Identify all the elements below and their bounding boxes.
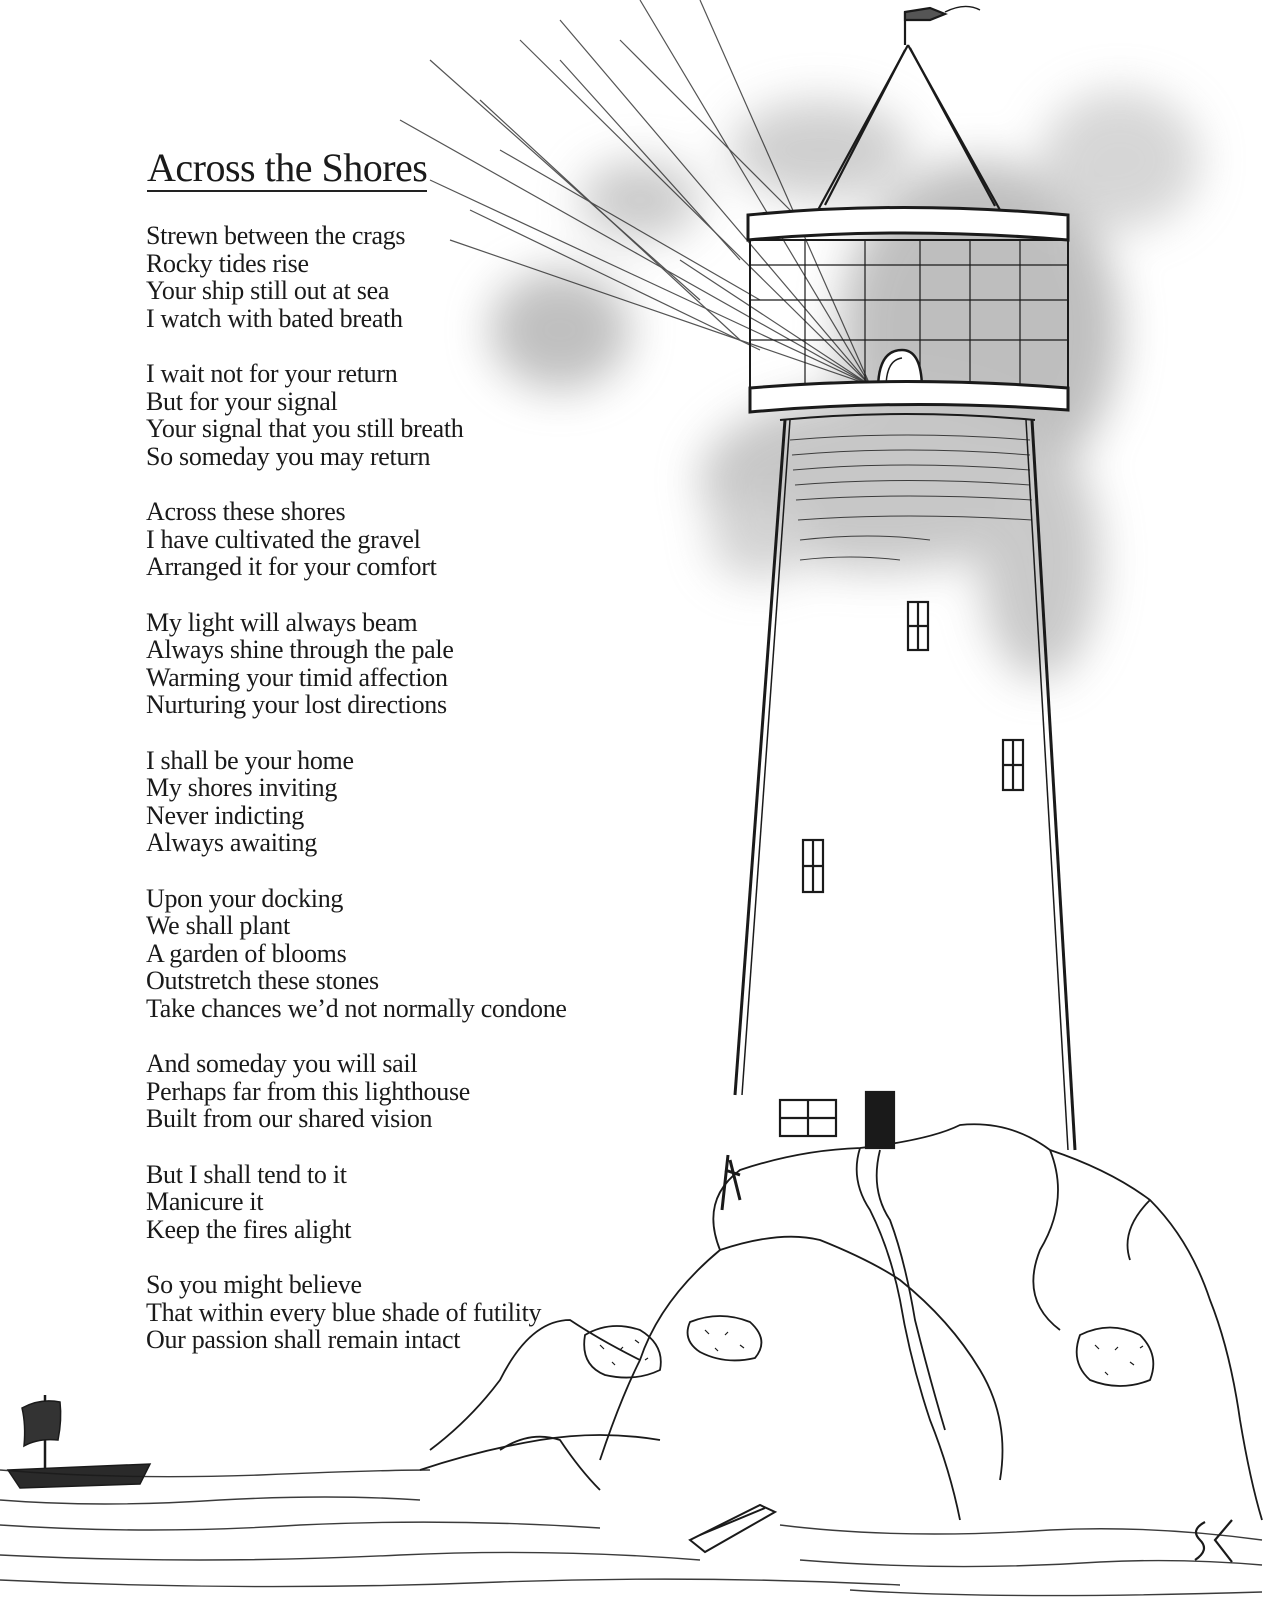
poem-line: I wait not for your return <box>146 359 398 388</box>
poem-stanza <box>146 609 746 719</box>
poem-line: Our passion shall remain intact <box>146 1325 461 1354</box>
poem-line: My shores inviting <box>146 773 338 802</box>
rowboat <box>690 1505 775 1552</box>
poem-line: I shall be your home <box>146 745 354 775</box>
poem-stanza <box>146 222 746 332</box>
poem-line: That within every blue shade of futility <box>146 1297 542 1327</box>
poem-line: Manicure it <box>146 1187 264 1216</box>
poem-line: Always shine through the pale <box>146 635 454 664</box>
poem-line: Outstretch these stones <box>146 966 379 995</box>
poem-line: We shall plant <box>146 911 290 940</box>
poem-stanza <box>146 885 746 1023</box>
tower-windows <box>780 602 1023 1148</box>
poem-line: Keep the fires alight <box>146 1214 352 1244</box>
poem-line: Rocky tides rise <box>146 248 309 278</box>
poem-line: I watch with bated breath <box>146 303 403 333</box>
poem-body <box>146 222 746 1382</box>
poem-line: Built from our shared vision <box>146 1104 433 1133</box>
sea-water <box>0 1470 1262 1596</box>
poem-line: Warming your timid affection <box>146 662 448 692</box>
poem-stanza <box>146 1050 746 1133</box>
poem-line: Your signal that you still breath <box>146 414 464 443</box>
poem-stanza <box>146 1161 746 1244</box>
poem-title: Across the Shores <box>147 145 428 190</box>
poem-line: So someday you may return <box>146 441 431 471</box>
poem-line: Never indicting <box>146 800 304 830</box>
poem-line: Your ship still out at sea <box>146 276 390 305</box>
poem-line: But for your signal <box>146 386 338 416</box>
poem-line: So you might believe <box>146 1270 362 1299</box>
poem-line: Perhaps far from this lighthouse <box>146 1076 471 1106</box>
sailing-ship <box>8 1395 150 1488</box>
poem-line: A garden of blooms <box>146 938 347 968</box>
poem-line: And someday you will sail <box>146 1049 418 1078</box>
poem-stanza <box>146 498 746 581</box>
poem-line: Always awaiting <box>146 828 317 857</box>
poem-line: But I shall tend to it <box>146 1159 347 1189</box>
poem-line: Upon your docking <box>146 883 344 913</box>
poem-stanza <box>146 747 746 857</box>
poem-stanza <box>146 1271 746 1354</box>
poem-line: My light will always beam <box>146 607 418 637</box>
poem-line: Strewn between the crags <box>146 221 406 250</box>
poem-line: Arranged it for your comfort <box>146 552 437 581</box>
poem-line: Nurturing your lost directions <box>146 690 447 719</box>
poem-stanza <box>146 360 746 470</box>
poem-line: Take chances we’d not normally condone <box>146 993 567 1023</box>
poem-line: Across these shores <box>146 497 346 526</box>
poem-line: I have cultivated the gravel <box>146 524 421 554</box>
artist-signature <box>1195 1520 1232 1562</box>
